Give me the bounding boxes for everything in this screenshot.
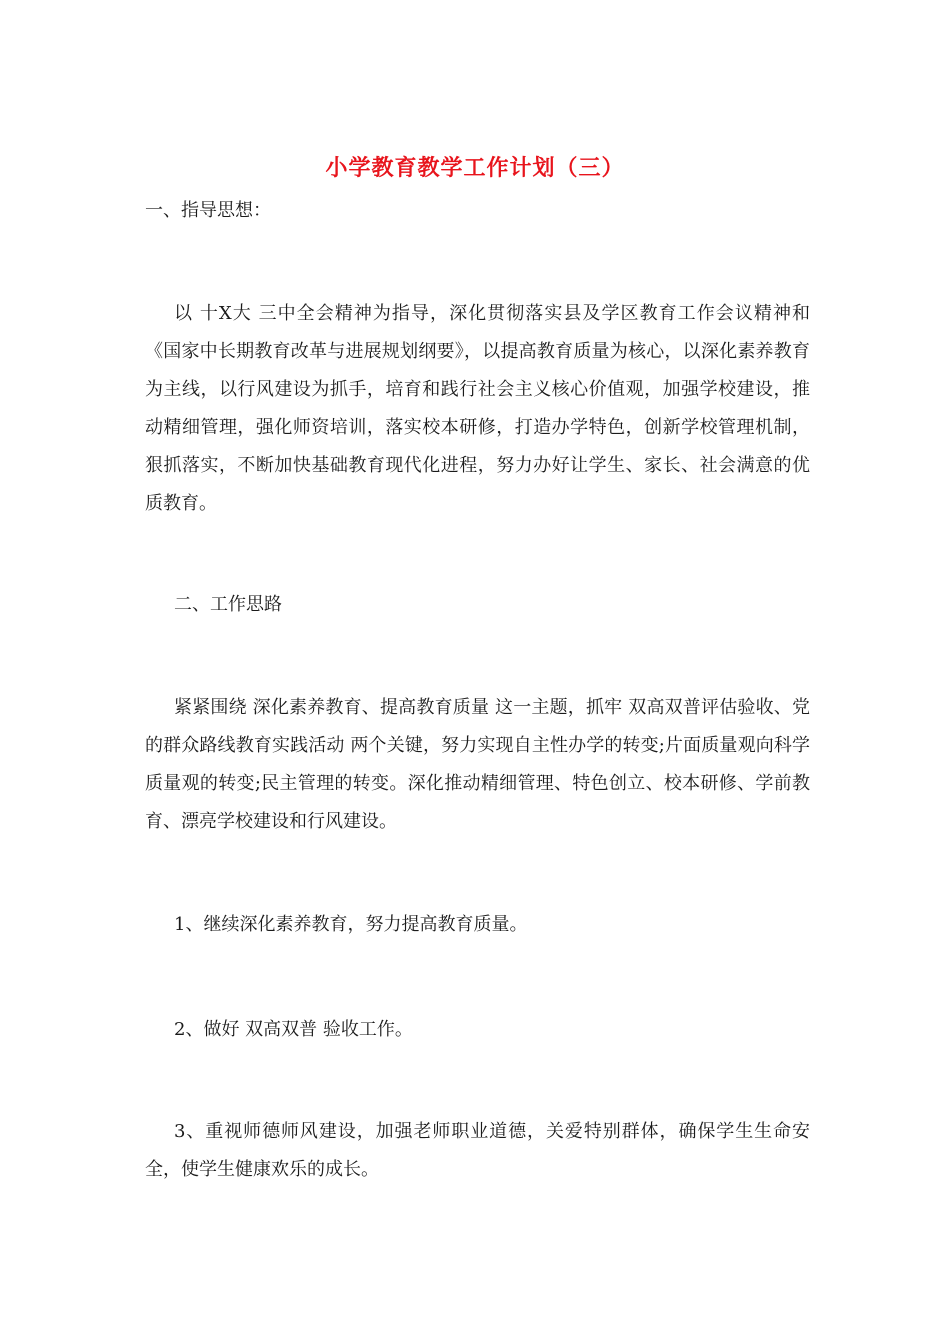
paragraph-guiding-ideology: 以 十X大 三中全会精神为指导，深化贯彻落实县及学区教育工作会议精神和《国家中长期教育改革与进展规划纲要》，以提高教育质量为核心，以深化素养教育为主线，以行风建设为抓手，培育和践行社会主义核心价值观，加强学校建设，推动精细管理，强化师资培训，落实校本研修，打造办学特色，创新学校管理机制，狠抓落实，不断加快基础教育现代化进程，努力办好让学生、家长、社会满意的优质教育。 bbox=[145, 303, 810, 514]
section-heading-guiding-ideology: 一、指导思想： bbox=[145, 200, 271, 221]
list-item-2: 2、做好 双高双普 验收工作。 bbox=[174, 1019, 413, 1040]
list-item-3: 3、重视师德师风建设，加强老师职业道德，关爱特别群体，确保学生生命安全，使学生健康欢乐的成长。 bbox=[145, 1121, 810, 1180]
document-title: 小学教育教学工作计划（三） bbox=[325, 155, 625, 181]
list-item-1: 1、继续深化素养教育，努力提高教育质量。 bbox=[174, 914, 528, 935]
section-heading-work-approach: 二、工作思路 bbox=[174, 594, 282, 615]
paragraph-work-approach: 紧紧围绕 深化素养教育、提高教育质量 这一主题，抓牢 双高双普评估验收、党的群众路线教育实践活动 两个关键，努力实现自主性办学的转变;片面质量观向科学质量观的转变;民主管理的转变。深化推动精细管理、特色创立、校本研修、学前教育、漂亮学校建设和行风建设。 bbox=[145, 697, 810, 832]
